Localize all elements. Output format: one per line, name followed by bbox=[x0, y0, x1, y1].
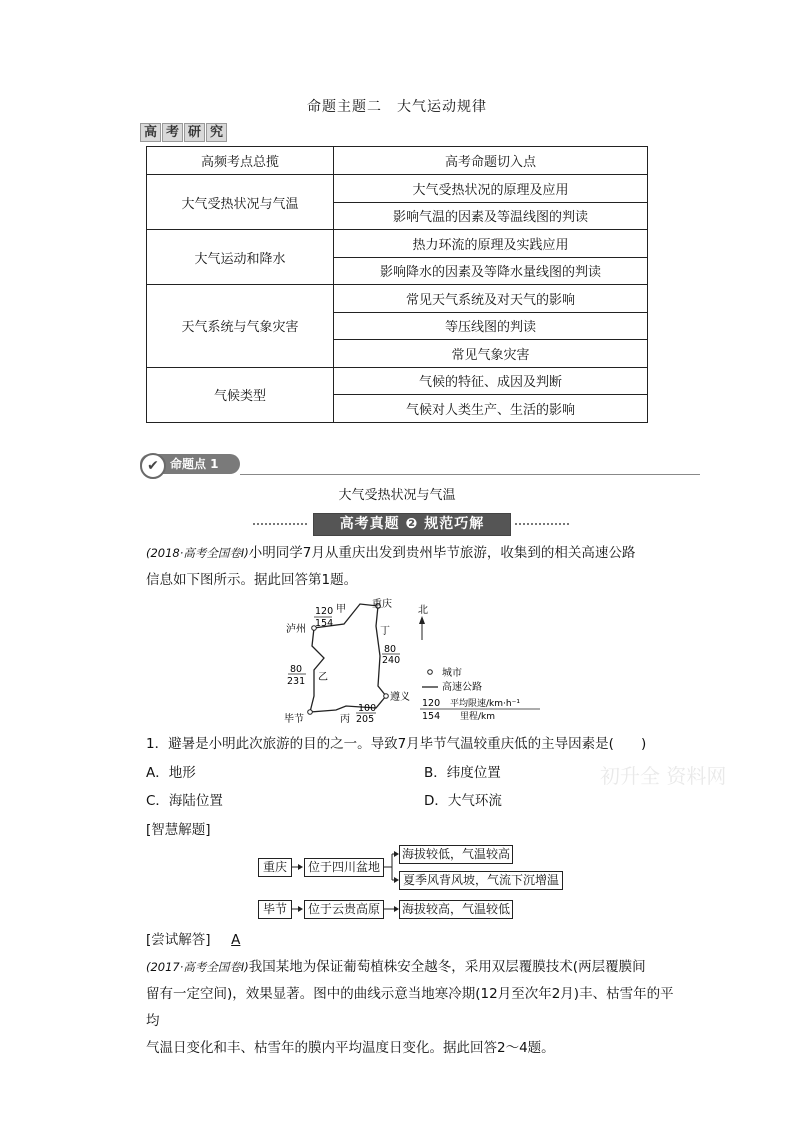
banner-dash-left bbox=[253, 523, 307, 525]
table-header: 高频考点总揽 bbox=[147, 147, 334, 175]
banner-dash-right bbox=[515, 523, 569, 525]
north-arrow-icon bbox=[418, 604, 428, 640]
point-cell: 气候对人类生产、生活的影响 bbox=[334, 395, 648, 423]
segment-label: 甲 bbox=[336, 604, 346, 615]
flow-bj-reason-1: 海拔较高，气温较低 bbox=[399, 900, 513, 919]
table-row bbox=[147, 367, 648, 395]
check-icon: ✔ bbox=[140, 453, 166, 479]
question-1: 1．避暑是小明此次旅游的目的之一。导致7月毕节气温较重庆低的主导因素是( ) bbox=[146, 736, 647, 752]
flow-chongqing: 重庆 bbox=[258, 858, 292, 877]
section-label: 命题点 1 bbox=[170, 457, 219, 471]
section-rule bbox=[240, 474, 700, 475]
point-cell: 热力环流的原理及实践应用 bbox=[334, 230, 648, 258]
section-pill bbox=[140, 454, 240, 474]
table-row bbox=[147, 230, 648, 258]
legend-city: 城市 bbox=[442, 668, 462, 679]
badge-char: 考 bbox=[162, 123, 183, 142]
ratio-num: 80 bbox=[290, 664, 303, 675]
question-source: (2018·高考全国卷Ⅰ) bbox=[146, 546, 249, 560]
badge-char: 高 bbox=[140, 123, 161, 142]
answer-label: [尝试解答] bbox=[146, 932, 211, 948]
point-cell: 大气受热状况的原理及应用 bbox=[334, 175, 648, 203]
ratio-jia bbox=[314, 606, 333, 629]
ratio-den: 205 bbox=[356, 714, 375, 725]
analysis-flowchart bbox=[258, 844, 568, 920]
answer-line bbox=[146, 928, 240, 948]
question-2-source: (2017·高考全国卷Ⅰ) bbox=[146, 960, 249, 974]
map-legend bbox=[420, 666, 540, 722]
city-label: 泸州 bbox=[286, 624, 306, 635]
question-2-line: 我国某地为保证葡萄植株安全越冬，采用双层覆膜技术(两层覆膜间 bbox=[248, 959, 646, 975]
section-subtitle: 大气受热状况与气温 bbox=[338, 488, 456, 503]
flow-cq-reason-1: 海拔较低，气温较高 bbox=[399, 845, 513, 864]
flow-bijie-location: 位于云贵高原 bbox=[304, 900, 384, 919]
ratio-bing bbox=[356, 703, 376, 725]
question-2-line: 留有一定空间)，效果显著。图中的曲线示意当地寒冷期(12月至次年2月)丰、枯雪年的平均 bbox=[146, 986, 674, 1029]
badge-char: 研 bbox=[184, 123, 205, 142]
segment-label: 丁 bbox=[380, 626, 390, 637]
legend-den: 154 bbox=[422, 711, 441, 722]
ratio-den: 231 bbox=[287, 676, 306, 687]
table-header: 高考命题切入点 bbox=[334, 147, 648, 175]
ratio-yi bbox=[287, 664, 306, 687]
segment-label: 丙 bbox=[340, 714, 350, 725]
badge-char: 究 bbox=[206, 123, 227, 142]
exam-points-table bbox=[146, 146, 648, 423]
topic-cell: 气候类型 bbox=[147, 367, 334, 422]
question-2-intro bbox=[146, 954, 686, 1062]
option-a[interactable]: A．地形 bbox=[146, 765, 196, 781]
north-label: 北 bbox=[418, 605, 428, 616]
city-marker-bijie bbox=[308, 710, 313, 715]
topic-cell: 大气运动和降水 bbox=[147, 230, 334, 285]
option-d[interactable]: D．大气环流 bbox=[424, 793, 502, 809]
point-cell: 常见气象灾害 bbox=[334, 340, 648, 368]
section-banner bbox=[253, 513, 569, 535]
legend-num: 120 bbox=[422, 698, 441, 709]
question-intro-line2: 信息如下图所示。据此回答第1题。 bbox=[146, 572, 358, 588]
flow-bijie: 毕节 bbox=[258, 900, 292, 919]
point-cell: 常见天气系统及对天气的影响 bbox=[334, 285, 648, 313]
flow-chongqing-location: 位于四川盆地 bbox=[304, 858, 384, 877]
option-c[interactable]: C．海陆位置 bbox=[146, 793, 223, 809]
ratio-den: 154 bbox=[315, 618, 334, 629]
table-row bbox=[147, 285, 648, 313]
point-cell: 气候的特征、成因及判断 bbox=[334, 367, 648, 395]
ratio-num: 100 bbox=[358, 703, 377, 714]
ratio-num: 120 bbox=[315, 606, 334, 617]
topic-cell: 大气受热状况与气温 bbox=[147, 175, 334, 230]
table-row bbox=[147, 175, 648, 203]
question-intro bbox=[146, 540, 666, 594]
segment-label: 乙 bbox=[318, 672, 328, 683]
city-label: 重庆 bbox=[372, 599, 392, 610]
ratio-den: 240 bbox=[382, 655, 401, 666]
banner-text: 高考真题 ❷ 规范巧解 bbox=[313, 513, 511, 536]
page-title: 命题主题二 大气运动规律 bbox=[307, 99, 487, 115]
highway-map bbox=[284, 596, 554, 726]
point-cell: 影响降水的因素及等降水量线图的判读 bbox=[334, 257, 648, 285]
watermark: 初升全 资料网 bbox=[600, 764, 727, 788]
option-b[interactable]: B．纬度位置 bbox=[424, 765, 501, 781]
point-cell: 影响气温的因素及等温线图的判读 bbox=[334, 202, 648, 230]
question-intro-line: 小明同学7月从重庆出发到贵州毕节旅游，收集到的相关高速公路 bbox=[248, 545, 636, 561]
topic-cell: 天气系统与气象灾害 bbox=[147, 285, 334, 368]
gaokao-research-badge bbox=[140, 123, 227, 142]
point-cell: 等压线图的判读 bbox=[334, 312, 648, 340]
analysis-label: [智慧解题] bbox=[146, 822, 211, 838]
ratio-num: 80 bbox=[384, 644, 397, 655]
city-label: 遵义 bbox=[390, 692, 410, 703]
flow-cq-reason-2: 夏季风背风坡，气流下沉增温 bbox=[399, 871, 563, 890]
section-header bbox=[140, 452, 700, 476]
legend-road: 高速公路 bbox=[442, 682, 482, 693]
answer-value: A bbox=[231, 932, 241, 948]
legend-distance: 里程/km bbox=[460, 712, 496, 722]
question-2-line: 气温日变化和丰、枯雪年的膜内平均温度日变化。据此回答2～4题。 bbox=[146, 1040, 555, 1056]
ratio-ding bbox=[382, 644, 400, 666]
legend-speed: 平均限速/km·h⁻¹ bbox=[450, 699, 520, 709]
city-label: 毕节 bbox=[284, 714, 304, 725]
legend-city-icon bbox=[428, 670, 433, 675]
city-marker-zunyi bbox=[384, 694, 389, 699]
table-header-row bbox=[147, 147, 648, 175]
